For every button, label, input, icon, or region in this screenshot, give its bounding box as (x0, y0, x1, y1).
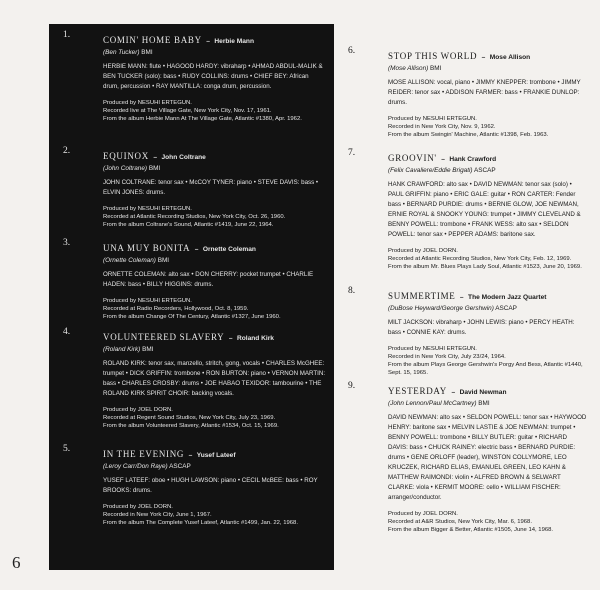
album-line: From the album Volunteered Slavery, Atlantic #1534, Oct. 15, 1969. (103, 423, 279, 429)
recording-line: Recorded at Atlantic Recording Studios, New York City, Oct. 26, 1960. (103, 214, 286, 220)
track-title: UNA MUY BONITA (103, 243, 191, 253)
track-title: GROOVIN' (388, 153, 437, 163)
track-personnel: HERBIE MANN: flute • HAGOOD HARDY: vibraharp • AHMAD ABDUL-MALIK & BEN TUCKER (solo): bass • RUDY COLLINS: drums • CHIEF BEY: African drum, percussion • RAY MANTILLA: conga drum, percussion. (103, 63, 323, 90)
track-credits (388, 510, 588, 534)
page-number: 6 (12, 553, 21, 572)
track-credits (103, 297, 326, 321)
track-title: STOP THIS WORLD (388, 51, 478, 61)
album-line: From the album Swingin' Machine, Atlantic #1398, Feb. 1963. (388, 132, 549, 138)
track-credits (103, 205, 326, 229)
producer-line: Produced by JOEL DORN. (103, 407, 173, 413)
track-number: 4. (63, 327, 71, 337)
track-personnel: MOSE ALLISON: vocal, piano • JIMMY KNEPPER: trombone • JIMMY REIDER: tenor sax • ADDISON FARMER: bass • FRANKIE DUNLOP: drums. (388, 79, 581, 106)
track-number: 2. (63, 146, 71, 156)
track-artist: Yusef Lateef (196, 452, 236, 459)
track-number: 8. (348, 286, 356, 296)
album-line: From the album Herbie Mann At The Village Gate, Atlantic #1380, Apr. 1962. (103, 116, 302, 122)
album-line: From the album Coltrane's Sound, Atlantic #1419, June 22, 1964. (103, 222, 274, 228)
recording-line: Recorded at A&R Studios, New York City, Mar. 6, 1968. (388, 519, 532, 525)
recording-line: Recorded at Radio Recorders, Hollywood, Oct. 8, 1959. (103, 306, 249, 312)
track-personnel: MILT JACKSON: vibraharp • JOHN LEWIS: piano • PERCY HEATH: bass • CONNIE KAY: drums. (388, 319, 575, 336)
track-publisher: ASCAP (495, 305, 517, 312)
track-personnel: ORNETTE COLEMAN: alto sax • DON CHERRY: pocket trumpet • CHARLIE HADEN: bass • BILLY HIGGINS: drums. (103, 271, 314, 288)
producer-line: Produced by JOEL DORN. (388, 511, 458, 517)
track-composer: (Roland Kirk) (103, 346, 141, 353)
recording-line: Recorded in New York City, June 1, 1967. (103, 512, 212, 518)
track-title: SUMMERTIME (388, 291, 456, 301)
track-artist: The Modern Jazz Quartet (468, 294, 547, 301)
track-title: IN THE EVENING (103, 449, 185, 459)
producer-line: Produced by NESUHI ERTEGUN. (388, 116, 477, 122)
recording-line: Recorded in New York City, Nov. 9, 1962. (388, 124, 496, 130)
track-credits (388, 115, 588, 139)
track-personnel: ROLAND KIRK: tenor sax, manzello, stritch, gong, vocals • CHARLES McGHEE: trumpet • DICK GRIFFIN: trombone • RON BURTON: piano • VERNON MARTIN: bass • CHARLES CROSBY: drums • JOE HABAO TEXIDOR: tambourine • THE ROLAND KIRK SPIRIT CHOIR: backing vocals. (103, 360, 326, 397)
track-credits (103, 99, 326, 123)
track-number: 9. (348, 381, 356, 391)
track-publisher: BMI (142, 346, 154, 353)
producer-line: Produced by NESUHI ERTEGUN. (103, 100, 192, 106)
track-publisher: BMI (157, 257, 170, 264)
track-composer: (Ornette Coleman) (103, 257, 156, 264)
track-personnel: DAVID NEWMAN: alto sax • SELDON POWELL: tenor sax • HAYWOOD HENRY: baritone sax • MELVIN LASTIE & JOE NEWMAN: trumpet • BENNY POWELL: trombone • BILLY BUTLER: guitar • RICHARD DAVIS: bass • CHUCK RAINEY: electric bass • BERNARD PURDIE: drums • GENE ORLOFF (leader), WINSTON COLLYMORE, LEO KRUCZEK, RICHARD ELIAS, EMANUEL GREEN, LEO KAHN & MATTHEW RAIMONDI: violin • ALFRED BROWN & SELWART CLARKE: viola • KERMIT MOORE: cello • WILLIAM FISCHER: arranger/conductor. (388, 414, 587, 501)
track-number: 7. (348, 148, 356, 158)
track-composer: (John Lennon/Paul McCartney) (388, 400, 477, 407)
track-personnel: HANK CRAWFORD: alto sax • DAVID NEWMAN: tenor sax (solo) • PAUL GRIFFIN: piano • ERIC GALE: guitar • RON CARTER: Fender bass • BERNARD PURDIE: drums • BERNIE GLOW, JOE NEWMAN, ERNIE ROYAL & SNOOKY YOUNG: trumpet • JIMMY CLEVELAND & BENNY POWELL: trombone • FRANK WESS: alto sax • SELDON POWELL: tenor sax • PEPPER ADAMS: baritone sax. (388, 181, 581, 238)
producer-line: Produced by NESUHI ERTEGUN. (103, 298, 192, 304)
track-composer: (DuBose Heyward/George Gershwin) (388, 305, 494, 312)
track-artist: John Coltrane (161, 154, 206, 161)
track-title: EQUINOX (103, 151, 149, 161)
track-credits (103, 406, 326, 430)
track-publisher: BMI (141, 49, 153, 56)
right-column: 6. STOP THIS WORLD – Mose Allison (Mose Allison) BMI MOSE ALLISON: vocal, piano • JIMMY KNEPPER: trombone • JIMMY REIDER: tenor sax • ADDISON FARMER: bass • FRANKIE DUNLOP: drums. Produced by NESUHI ERTEGUN. Recorded in New York City, Nov. 9, 1962. From the album Swingin' Machine, Atlantic #1398, Feb. 1963. 7. GROOVIN' – Hank Crawford (Felix Cavaliere/Eddie Brigati) ASCAP HANK CRAWFORD: alto sax • DAVID NEWMAN: tenor sax (solo) • PAUL GRIFFIN: piano • ERIC GALE: guitar • RON CARTER: Fender bass • BERNARD PURDIE: drums • BERNIE GLOW, JOE NEWMAN, ERNIE ROYAL & SNOOKY YOUNG: trumpet • JIMMY CLEVELAND & BENNY POWELL: trombone • FRANK WESS: alto sax • SELDON POWELL: tenor sax • PEPPER ADAMS: baritone sax. Produced by JOEL DORN. Recorded at Atlantic Recording Studios, New York City, Feb. 12, 1969. From the album Mr. Blues Plays Lady Soul, Atlantic #1523, June 20, 1969. 8. SUMMERTIME – The Modern Jazz Quartet (DuBose Heyward/George Gershwin) ASCAP MILT JACKSON: vibraharp • JOHN LEWIS: piano • PERCY HEATH: bass • CONNIE KAY: drums. Produced by NESUHI ERTEGUN. Recorded in New York City, July 23/24, 1964. From the album Plays George Gershwin's Porgy And Bess, Atlantic #1440, Sept. 15, 1965. 9. YESTERDAY – David Newman (John Lennon/Paul McCartney) BMI DAVID NEWMAN: alto sax • SELDON POWELL: tenor sax • HAYWOOD HENRY: baritone sax • MELVIN LASTIE & JOE NEWMAN: trumpet • BENNY POWELL: trombone • BILLY BUTLER: guitar • RICHARD DAVIS: bass • CHUCK RAINEY: electric bass • BERNARD PURDIE: drums • GENE ORLOFF (leader), WINSTON COLLYMORE, LEO KRUCZEK, RICHARD ELIAS, EMANUEL GREEN, LEO KAHN & MATTHEW RAIMONDI: violin • ALFRED BROWN & SELWART CLARKE: viola • KERMIT MOORE: cello • WILLIAM FISCHER: arranger/conductor. Produced by JOEL DORN. Recorded at A&R Studios, New York City, Mar. 6, 1968. From the album Bigger & Better, Atlantic #1505, June 14, 1968. (348, 46, 587, 533)
track-artist: Roland Kirk (236, 335, 274, 342)
track-composer: (John Coltrane) (103, 165, 148, 172)
track-publisher: BMI (430, 65, 442, 72)
track-artist: David Newman (459, 389, 507, 396)
track-title: YESTERDAY (388, 386, 447, 396)
album-line: From the album Bigger & Better, Atlantic #1505, June 14, 1968. (388, 527, 554, 533)
recording-line: Recorded at Atlantic Recording Studios, New York City, Feb. 12, 1969. (388, 256, 572, 262)
producer-line: Produced by NESUHI ERTEGUN. (103, 206, 192, 212)
track-artist: Herbie Mann (214, 38, 254, 45)
track-title: VOLUNTEERED SLAVERY (103, 332, 225, 342)
track-credits (388, 345, 588, 377)
track-personnel: YUSEF LATEEF: oboe • HUGH LAWSON: piano • CECIL McBEE: bass • ROY BROOKS: drums. (103, 477, 318, 494)
track-number: 6. (348, 46, 356, 56)
recording-line: Recorded at Regent Sound Studios, New York City, July 23, 1969. (103, 415, 276, 421)
recording-line: Recorded live at The Village Gate, New York City, Nov. 17, 1961. (103, 108, 272, 114)
track-publisher: BMI (148, 165, 161, 172)
track-composer: (Mose Allison) (388, 65, 429, 72)
track-number: 5. (63, 444, 71, 454)
track-composer: (Ben Tucker) (103, 49, 140, 56)
track-artist: Ornette Coleman (202, 246, 256, 253)
track-credits (103, 503, 326, 527)
track-personnel: JOHN COLTRANE: tenor sax • McCOY TYNER: piano • STEVE DAVIS: bass • ELVIN JONES: drums. (103, 179, 319, 196)
album-line: From the album The Complete Yusef Lateef, Atlantic #1499, Jan. 22, 1968. (103, 520, 298, 526)
track-number: 3. (63, 238, 71, 248)
track-title: COMIN' HOME BABY (103, 35, 202, 45)
album-line: From the album Plays George Gershwin's Porgy And Bess, Atlantic #1440, Sept. 15, 1965. (388, 362, 583, 376)
producer-line: Produced by NESUHI ERTEGUN. (388, 346, 477, 352)
album-line: From the album Change Of The Century, Atlantic #1327, June 1960. (103, 314, 281, 320)
track-number: 1. (63, 30, 71, 40)
recording-line: Recorded in New York City, July 23/24, 1964. (388, 354, 506, 360)
producer-line: Produced by JOEL DORN. (103, 504, 173, 510)
track-artist: Mose Allison (489, 54, 531, 61)
track-publisher: ASCAP (169, 463, 191, 470)
left-black-panel: 1. COMIN' HOME BABY – Herbie Mann (Ben Tucker) BMI HERBIE MANN: flute • HAGOOD HARDY: vibraharp • AHMAD ABDUL-MALIK & BEN TUCKER (solo): bass • RUDY COLLINS: drums • CHIEF BEY: African drum, percussion • RAY MANTILLA: conga drum, percussion. Produced by NESUHI ERTEGUN. Recorded live at The Village Gate, New York City, Nov. 17, 1961. From the album Herbie Mann At The Village Gate, Atlantic #1380, Apr. 1962. 2. EQUINOX – John Coltrane (John Coltrane) BMI JOHN COLTRANE: tenor sax • McCOY TYNER: piano • STEVE DAVIS: bass • ELVIN JONES: drums. Produced by NESUHI ERTEGUN. Recorded at Atlantic Recording Studios, New York City, Oct. 26, 1960. From the album Coltrane's Sound, Atlantic #1419, June 22, 1964. 3. UNA MUY BONITA – Ornette Coleman (Ornette Coleman) BMI ORNETTE COLEMAN: alto sax • DON CHERRY: pocket trumpet • CHARLIE HADEN: bass • BILLY HIGGINS: drums. Produced by NESUHI ERTEGUN. Recorded at Radio Recorders, Hollywood, Oct. 8, 1959. From the album Change Of The Century, Atlantic #1327, June 1960. 4. VOLUNTEERED SLAVERY – Roland Kirk (Roland Kirk) BMI ROLAND KIRK: tenor sax, manzello, stritch, gong, vocals • CHARLES McGHEE: trumpet • DICK GRIFFIN: trombone • RON BURTON: piano • VERNON MARTIN: bass • CHARLES CROSBY: drums • JOE HABAO TEXIDOR: tambourine • THE ROLAND KIRK SPIRIT CHOIR: backing vocals. Produced by JOEL DORN. Recorded at Regent Sound Studios, New York City, July 23, 1969. From the album Volunteered Slavery, Atlantic #1534, Oct. 15, 1969. 5. IN THE EVENING – Yusef Lateef (Leroy Carr/Don Raye) ASCAP YUSEF LATEEF: oboe • HUGH LAWSON: piano • CECIL McBEE: bass • ROY BROOKS: drums. Produced by JOEL DORN. Recorded in New York City, June 1, 1967. From the album The Complete Yusef Lateef, Atlantic #1499, Jan. 22, 1968. (49, 24, 334, 570)
album-line: From the album Mr. Blues Plays Lady Soul, Atlantic #1523, June 20, 1969. (388, 264, 582, 270)
track-publisher: BMI (478, 400, 490, 407)
track-composer: (Leroy Carr/Don Raye) (103, 463, 168, 470)
track-publisher: ASCAP (473, 167, 496, 174)
track-composer: (Felix Cavaliere/Eddie Brigati) (388, 167, 473, 174)
track-artist: Hank Crawford (449, 156, 497, 163)
producer-line: Produced by JOEL DORN. (388, 248, 458, 254)
track-credits (388, 247, 588, 271)
